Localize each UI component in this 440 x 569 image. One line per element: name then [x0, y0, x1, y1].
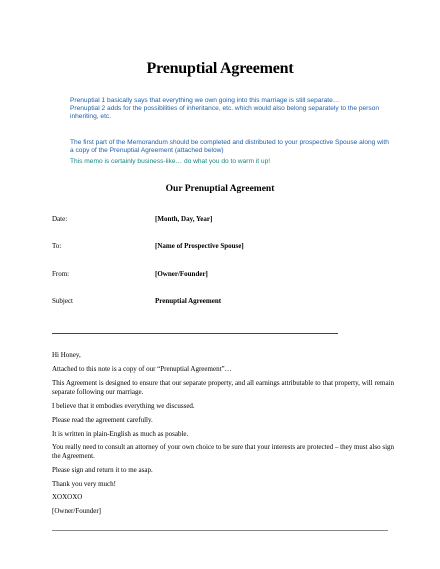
body-paragraph-4: Please read the agreement carefully. [52, 416, 153, 424]
instruction-note-1: Prenuptial 1 basically says that everything we own going into this marriage is still separate… [70, 97, 340, 104]
from-label: From: [52, 270, 70, 278]
body-paragraph-6: You really need to consult an attorney of your own choice to be sure that your interests are protected – they must also sign the Agreement. [52, 443, 395, 460]
signature: [Owner/Founder] [52, 507, 101, 515]
memo-heading: Our Prenuptial Agreement [165, 184, 275, 194]
memo-divider [52, 333, 338, 334]
body-paragraph-9: XOXOXO [52, 493, 83, 501]
body-paragraph-3: I believe that it embodies everything we discussed. [52, 402, 195, 410]
instruction-note-3: The first part of the Memorandum should be completed and distributed to your prospective Spouse along with a copy of the Prenuptial Agreement (attached below) [70, 139, 389, 155]
body-paragraph-8: Thank you very much! [52, 480, 116, 488]
footer-divider [52, 530, 388, 531]
body-paragraph-2: This Agreement is designed to ensure that our separate property, and all earnings attributable to that property, will remain separate following our marriage. [52, 379, 394, 396]
to-label: To: [52, 242, 62, 250]
subject-value: Prenuptial Agreement [155, 297, 222, 305]
date-label: Date: [52, 215, 68, 223]
body-paragraph-1: Attached to this note is a copy of our “Prenuptial Agreement”… [52, 365, 232, 373]
greeting: Hi Honey, [52, 351, 81, 359]
instruction-note-2: Prenuptial 2 adds for the possibilities of inheritance, etc. which would also belong separately to the person inheriting, etc. [70, 105, 379, 121]
from-value: [Owner/Founder] [155, 270, 208, 278]
to-value: [Name of Prospective Spouse] [155, 242, 244, 250]
subject-label: Subject [52, 297, 73, 305]
body-paragraph-5: It is written in plain-English as much as posable. [52, 430, 189, 438]
body-paragraph-7: Please sign and return it to me asap. [52, 466, 153, 474]
instruction-note-4: This memo is certainly business-like… do what you do to warm it up! [70, 158, 271, 165]
date-value: [Month, Day, Year] [155, 215, 213, 223]
document-title: Prenuptial Agreement [146, 60, 294, 77]
